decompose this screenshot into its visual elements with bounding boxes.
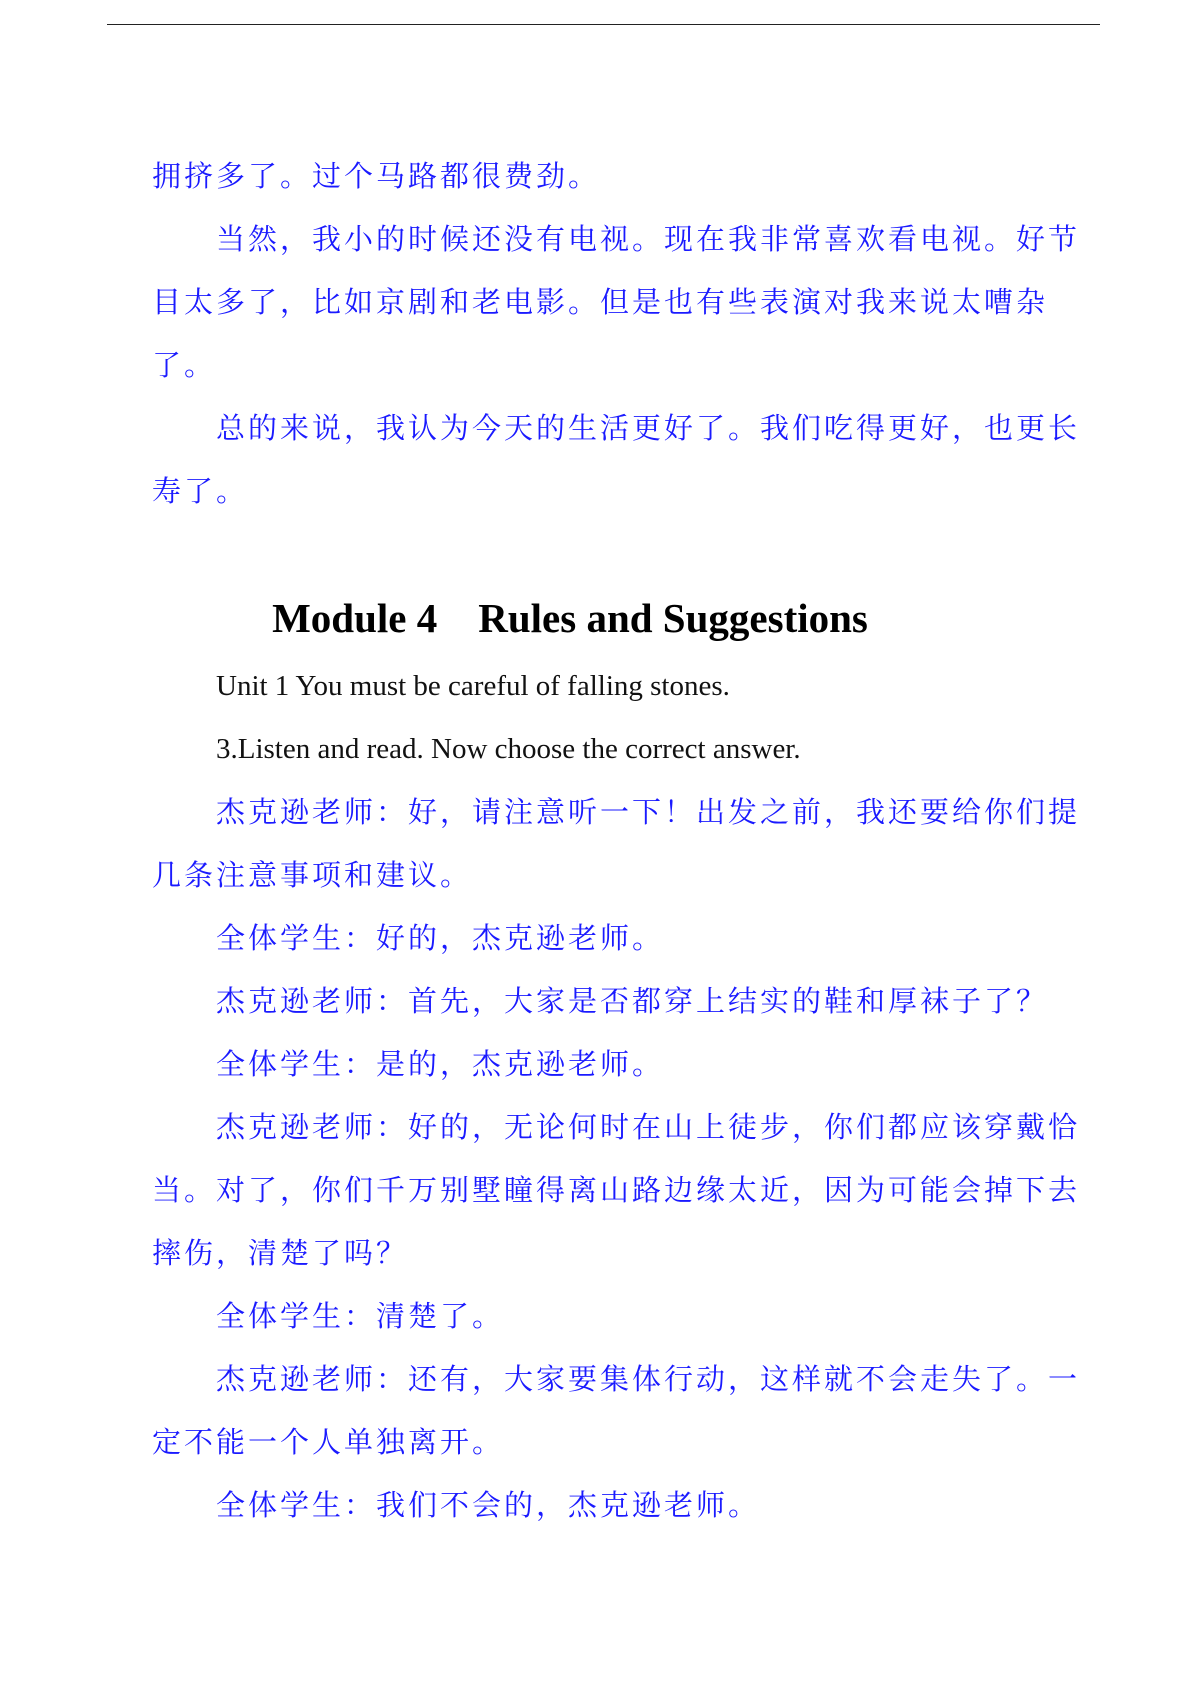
module-body: [152, 655, 1097, 1537]
dialogue-line: 杰克逊老师：还有，大家要集体行动，这样就不会走失了。一定不能一个人单独离开。: [152, 1362, 1081, 1459]
dialogue-line: 杰克逊老师：好，请注意听一下！出发之前，我还要给你们提几条注意事项和建议。: [152, 795, 1081, 892]
paragraph-conclusion: 总的来说，我认为今天的生活更好了。我们吃得更好，也更长寿了。: [152, 411, 1081, 508]
module-title: Module 4 Rules and Suggestions: [272, 595, 868, 641]
dialogue-line: 杰克逊老师：好的，无论何时在山上徒步，你们都应该穿戴恰当。对了，你们千万别墅瞳得离山路边缘太近，因为可能会掉下去摔伤，清楚了吗？: [152, 1110, 1081, 1270]
paragraph-tv: 当然，我小的时候还没有电视。现在我非常喜欢看电视。好节目太多了，比如京剧和老电影。但是也有些表演对我来说太嘈杂了。: [152, 222, 1081, 382]
paragraph-continuation: 拥挤多了。过个马路都很费劲。: [152, 159, 601, 193]
header-rule: [107, 24, 1100, 25]
unit-title: Unit 1 You must be careful of falling stones.: [216, 670, 730, 702]
dialogue-line: 杰克逊老师：首先，大家是否都穿上结实的鞋和厚袜子了？: [216, 984, 1049, 1018]
dialogue-line: 全体学生：我们不会的，杰克逊老师。: [216, 1488, 761, 1522]
dialogue-line: 全体学生：好的，杰克逊老师。: [216, 921, 665, 955]
instruction: 3.Listen and read. Now choose the correct answer.: [216, 733, 801, 765]
top-section: [152, 145, 1097, 523]
dialogue-line: 全体学生：清楚了。: [216, 1299, 505, 1333]
dialogue-line: 全体学生：是的，杰克逊老师。: [216, 1047, 665, 1081]
